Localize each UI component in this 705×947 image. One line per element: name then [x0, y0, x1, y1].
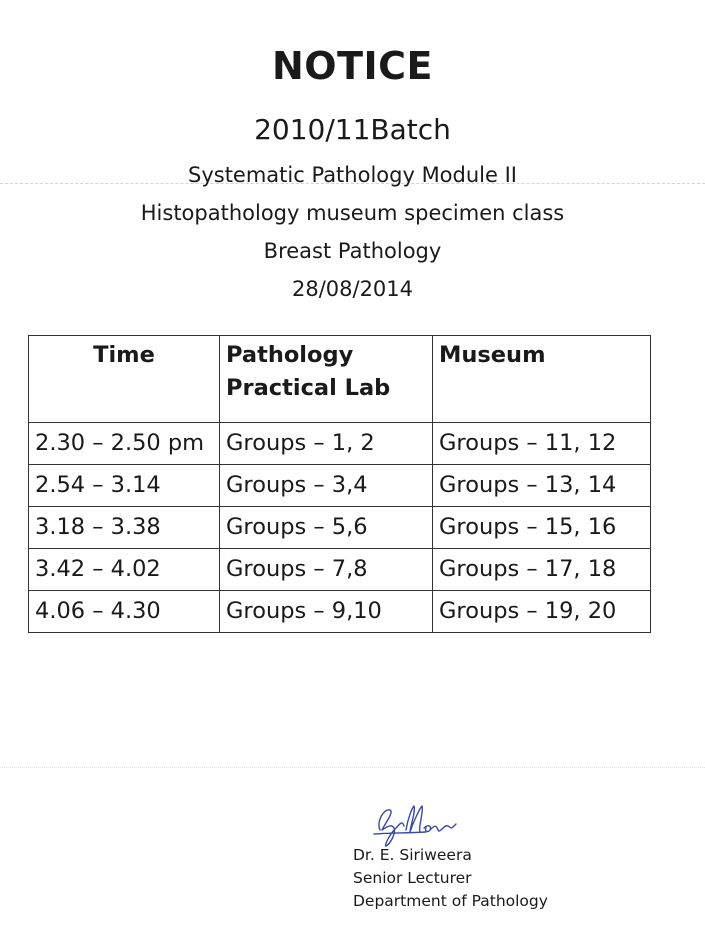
museum-groups-cell: Groups – 13, 14 — [433, 465, 651, 507]
table-row — [29, 549, 651, 591]
table-row — [29, 465, 651, 507]
signatory-name: Dr. E. Siriweera — [353, 846, 472, 864]
time-cell: 3.18 – 3.38 — [29, 507, 220, 549]
table-row — [29, 591, 651, 633]
header-pathology-lab — [220, 336, 433, 423]
table-row — [29, 507, 651, 549]
time-cell: 3.42 – 4.02 — [29, 549, 220, 591]
table-row — [29, 423, 651, 465]
table-header-row — [29, 336, 651, 423]
header-museum: Museum — [433, 336, 651, 423]
notice-title: NOTICE — [271, 44, 433, 88]
header-time: Time — [29, 336, 220, 423]
date-line: 28/08/2014 — [291, 277, 414, 301]
module-line: Systematic Pathology Module II — [188, 163, 517, 187]
header-pathology-lab-label: Pathology Practical Lab — [226, 342, 391, 401]
lab-groups-cell: Groups – 9,10 — [220, 591, 433, 633]
time-cell: 2.30 – 2.50 pm — [29, 423, 220, 465]
lab-groups-cell: Groups – 7,8 — [220, 549, 433, 591]
museum-groups-cell: Groups – 11, 12 — [433, 423, 651, 465]
lab-groups-cell: Groups – 1, 2 — [220, 423, 433, 465]
signatory-department: Department of Pathology — [353, 892, 548, 910]
time-cell: 4.06 – 4.30 — [29, 591, 220, 633]
handwritten-signature — [366, 800, 462, 848]
museum-groups-cell: Groups – 17, 18 — [433, 549, 651, 591]
museum-groups-cell: Groups – 19, 20 — [433, 591, 651, 633]
signature-strokes — [374, 806, 456, 846]
batch-heading: 2010/11Batch — [254, 113, 451, 146]
topic-line: Breast Pathology — [263, 239, 442, 263]
lab-groups-cell: Groups – 3,4 — [220, 465, 433, 507]
scan-artifact-line — [0, 767, 705, 768]
lab-groups-cell: Groups – 5,6 — [220, 507, 433, 549]
schedule-table — [28, 335, 651, 633]
time-cell: 2.54 – 3.14 — [29, 465, 220, 507]
class-line: Histopathology museum specimen class — [140, 201, 565, 225]
signatory-position: Senior Lecturer — [353, 869, 472, 887]
museum-groups-cell: Groups – 15, 16 — [433, 507, 651, 549]
